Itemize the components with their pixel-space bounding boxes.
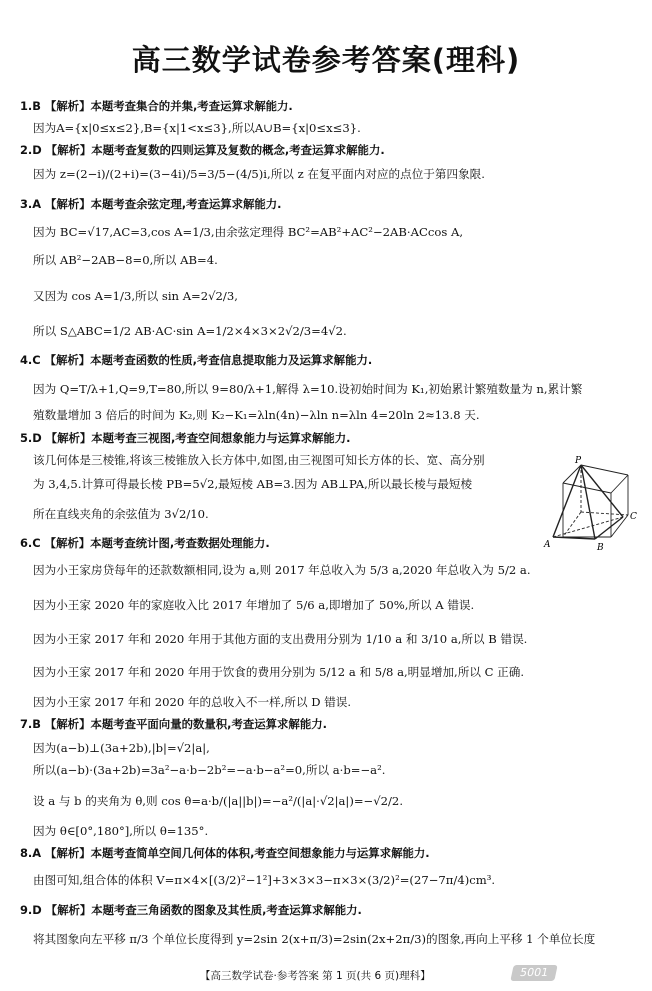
q6-line-1: 因为小王家房贷每年的还款数额相同,设为 a,则 2017 年总收入为 5/3 a,2020 年总收入为 5/2 a. [33,563,531,577]
q5-line-2: 为 3,4,5.计算可得最长棱 PB=5√2,最短棱 AB=3.因为 AB⊥PA,所以最长棱与最短棱 [33,477,473,491]
q7-line-2: 所以(a−b)·(3a+2b)=3a²−a·b−2b²=−a·b−a²=0,所以 a·b=−a². [33,763,386,777]
q4-heading: 4.C 【解析】本题考查函数的性质,考查信息提取能力及运算求解能力. [20,353,373,367]
q8-heading: 8.A 【解析】本题考查简单空间几何体的体积,考查空间想象能力与运算求解能力. [20,846,430,860]
q6-line-5: 因为小王家 2017 年和 2020 年的总收入不一样,所以 D 错误. [33,695,352,709]
q3-heading: 3.A 【解析】本题考查余弦定理,考查运算求解能力. [20,197,282,211]
q7-heading: 7.B 【解析】本题考查平面向量的数量积,考查运算求解能力. [20,717,327,731]
tetrahedron-figure [543,455,643,555]
q9-text: 将其图象向左平移 π/3 个单位长度得到 y=2sin 2(x+π/3)=2sin(2x+2π/3)的图象,再向上平移 1 个单位长度 [33,932,596,946]
q5-line-1: 该几何体是三棱锥,将该三棱锥放入长方体中,如图,由三视图可知长方体的长、宽、高分别 [33,453,485,467]
q5-line-3: 所在直线夹角的余弦值为 3√2/10. [33,507,209,521]
q1-text: 因为A={x|0≤x≤2},B={x|1<x≤3},所以A∪B={x|0≤x≤3}. [33,121,361,135]
code-badge: 5001 [510,965,557,981]
label-a: A [544,540,551,550]
q6-line-4: 因为小王家 2017 年和 2020 年用于饮食的费用分别为 5/12 a 和 5/8 a,明显增加,所以 C 正确. [33,665,525,679]
q1-heading: 1.B 【解析】本题考查集合的并集,考查运算求解能力. [20,99,293,113]
q9-heading: 9.D 【解析】本题考查三角函数的图象及其性质,考查运算求解能力. [20,903,362,917]
page-title: 高三数学试卷参考答案(理科) [131,43,521,77]
q7-line-4: 因为 θ∈[0°,180°],所以 θ=135°. [33,824,209,838]
label-p: P [575,456,582,466]
q6-line-3: 因为小王家 2017 年和 2020 年用于其他方面的支出费用分别为 1/10 a 和 3/10 a,所以 B 错误. [33,632,528,646]
q4-line-2: 殖数量增加 3 倍后的时间为 K₂,则 K₂−K₁=λln(4n)−λln n=λln 4=20ln 2≈13.8 天. [33,408,480,422]
label-b: B [597,543,604,553]
q6-heading: 6.C 【解析】本题考查统计图,考查数据处理能力. [20,536,270,550]
q2-text: 因为 z=(2−i)/(2+i)=(3−4i)/5=3/5−(4/5)i,所以 z 在复平面内对应的点位于第四象限. [33,167,485,181]
q3-line-1: 因为 BC=√17,AC=3,cos A=1/3,由余弦定理得 BC²=AB²+AC²−2AB·ACcos A, [33,225,464,239]
q3-line-2: 所以 AB²−2AB−8=0,所以 AB=4. [33,253,218,267]
q7-line-3: 设 a 与 b 的夹角为 θ,则 cos θ=a·b/(|a||b|)=−a²/(|a|·√2|a|)=−√2/2. [33,794,403,808]
q2-heading: 2.D 【解析】本题考查复数的四则运算及复数的概念,考查运算求解能力. [20,143,385,157]
q4-line-1: 因为 Q=T/λ+1,Q=9,T=80,所以 9=80/λ+1,解得 λ=10.设初始时间为 K₁,初始累计繁殖数量为 n,累计繁 [33,382,583,396]
page-footer: 【高三数学试卷·参考答案 第 1 页(共 6 页)理科】 [200,970,431,982]
q5-heading: 5.D 【解析】本题考查三视图,考查空间想象能力与运算求解能力. [20,431,351,445]
label-c: C [630,512,637,522]
q3-line-4: 所以 S△ABC=1/2 AB·AC·sin A=1/2×4×3×2√2/3=4√2. [33,324,347,338]
q3-line-3: 又因为 cos A=1/3,所以 sin A=2√2/3, [33,289,238,303]
q8-text: 由图可知,组合体的体积 V=π×4×[(3/2)²−1²]+3×3×3−π×3×(3/2)²=(27−7π/4)cm³. [33,873,496,887]
q6-line-2: 因为小王家 2020 年的家庭收入比 2017 年增加了 5/6 a,即增加了 50%,所以 A 错误. [33,598,475,612]
q7-line-1: 因为(a−b)⊥(3a+2b),|b|=√2|a|, [33,741,210,755]
